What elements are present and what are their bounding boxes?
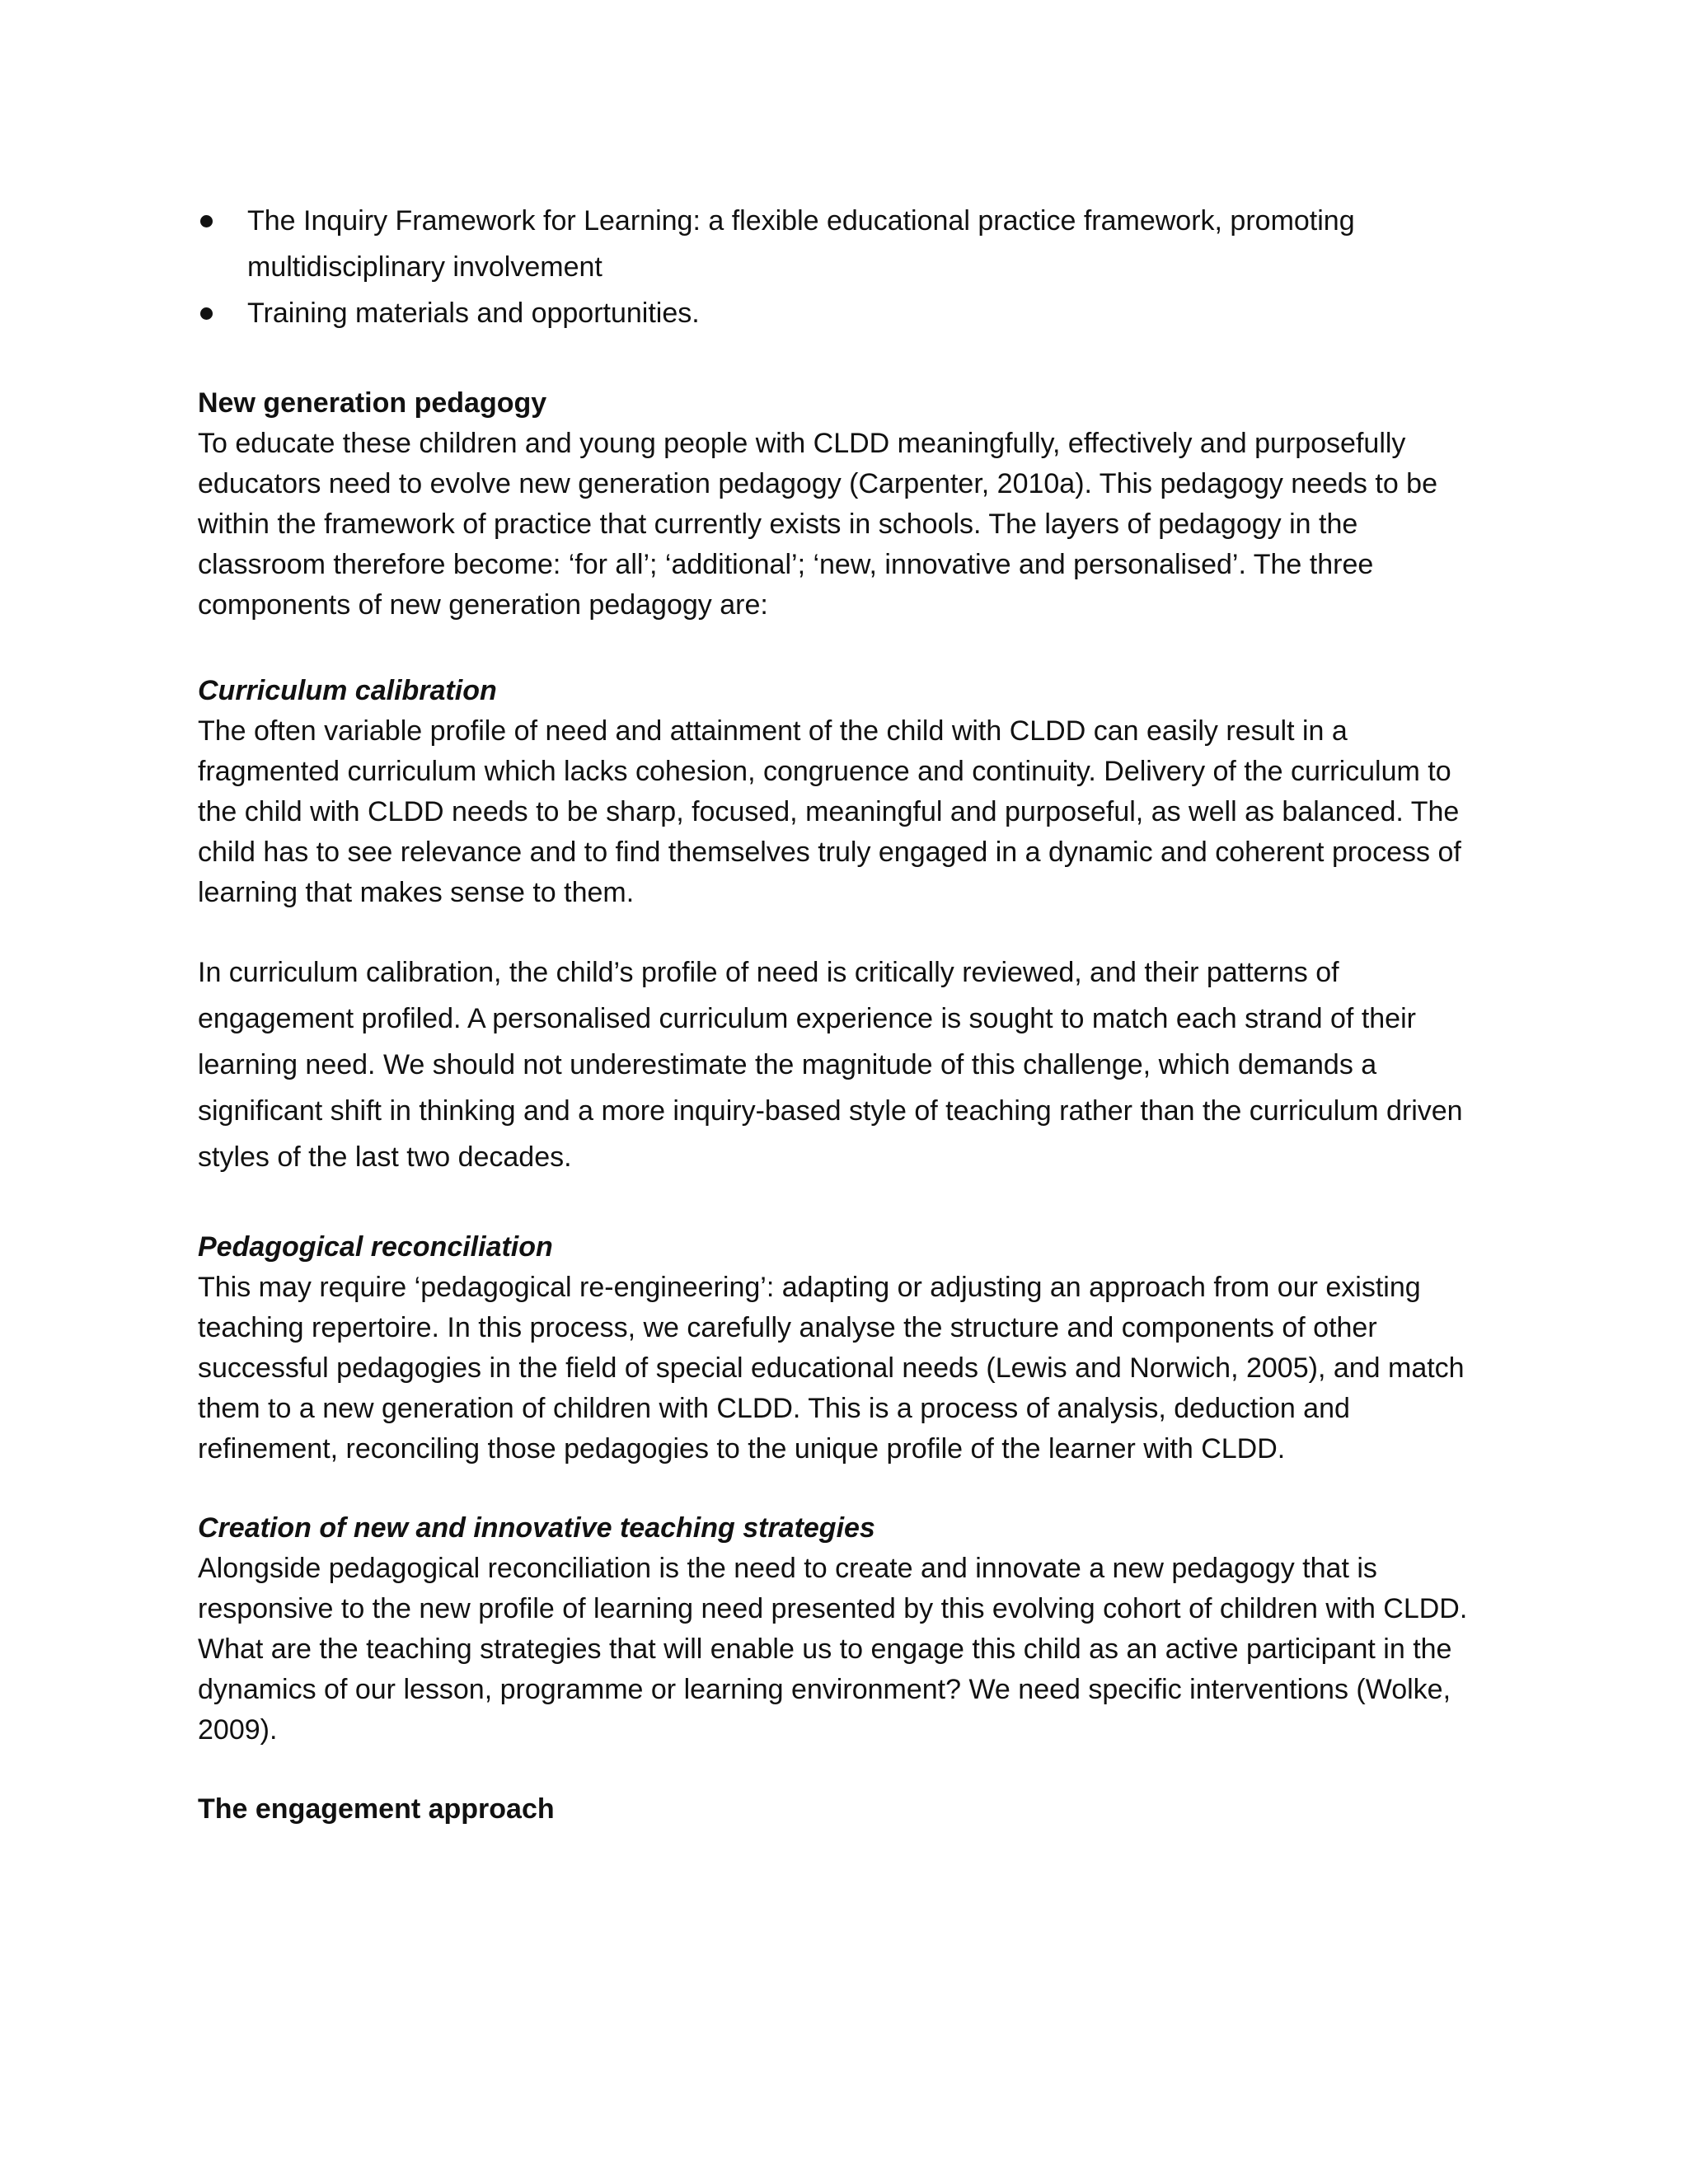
heading-new-generation-pedagogy: New generation pedagogy bbox=[198, 387, 547, 419]
heading-pedagogical-reconciliation: Pedagogical reconciliation bbox=[198, 1231, 553, 1263]
paragraph-new-generation-pedagogy: To educate these children and young people with CLDD meaningfully, effectively and purposefully educators need to evolve new generation pedagogy (Carpenter, 2010a). This pedagogy needs to be within the framework of practice that currently exists in schools. The layers of pedagogy in the classroom therefore become: ‘for all’; ‘additional’; ‘new, innovative and personalised’. The three components of new generation pedagogy are: bbox=[198, 428, 1438, 621]
bullet-dot-icon bbox=[200, 307, 213, 320]
bullet-text: The Inquiry Framework for Learning: a flexible educational practice framework, promoting multidisciplinary involvement bbox=[247, 205, 1355, 283]
paragraph-pedagogical-reconciliation: This may require ‘pedagogical re-engineering’: adapting or adjusting an approach from our existing teaching repertoire. In this process, we carefully analyse the structure and components of other successful pedagogies in the field of special educational needs (Lewis and Norwich, 2005), and match them to a new generation of children with CLDD. This is a process of analysis, deduction and refinement, reconciling those pedagogies to the unique profile of the learner with CLDD. bbox=[198, 1272, 1465, 1465]
heading-curriculum-calibration: Curriculum calibration bbox=[198, 675, 497, 706]
paragraph-curriculum-calibration-2: In curriculum calibration, the child’s profile of need is critically reviewed, and their patterns of engagement profiled. A personalised curriculum experience is sought to match each strand of their learning need. We should not underestimate the magnitude of this challenge, which demands a significant shift in thinking and a more inquiry-based style of teaching rather than the curriculum driven styles of the last two decades. bbox=[198, 957, 1463, 1173]
bullet-list bbox=[198, 198, 1492, 336]
bullet-item bbox=[198, 290, 1492, 336]
paragraph-curriculum-calibration-1: The often variable profile of need and attainment of the child with CLDD can easily result in a fragmented curriculum which lacks cohesion, congruence and continuity. Delivery of the curriculum to the child with CLDD needs to be sharp, focused, meaningful and purposeful, as well as balanced. The child has to see relevance and to find themselves truly engaged in a dynamic and coherent process of learning that makes sense to them. bbox=[198, 715, 1461, 908]
heading-new-teaching-strategies: Creation of new and innovative teaching strategies bbox=[198, 1512, 875, 1544]
document-page bbox=[198, 198, 1492, 1830]
heading-engagement-approach: The engagement approach bbox=[198, 1793, 555, 1825]
bullet-item bbox=[198, 198, 1492, 290]
bullet-text: Training materials and opportunities. bbox=[247, 298, 700, 329]
bullet-dot-icon bbox=[200, 215, 213, 227]
paragraph-new-teaching-strategies: Alongside pedagogical reconciliation is the need to create and innovate a new pedagogy that is responsive to the new profile of learning need presented by this evolving cohort of children with CLDD. What are the teaching strategies that will enable us to engage this child as an active participant in the dynamics of our lesson, programme or learning environment? We need specific interventions (Wolke, 2009). bbox=[198, 1553, 1468, 1746]
